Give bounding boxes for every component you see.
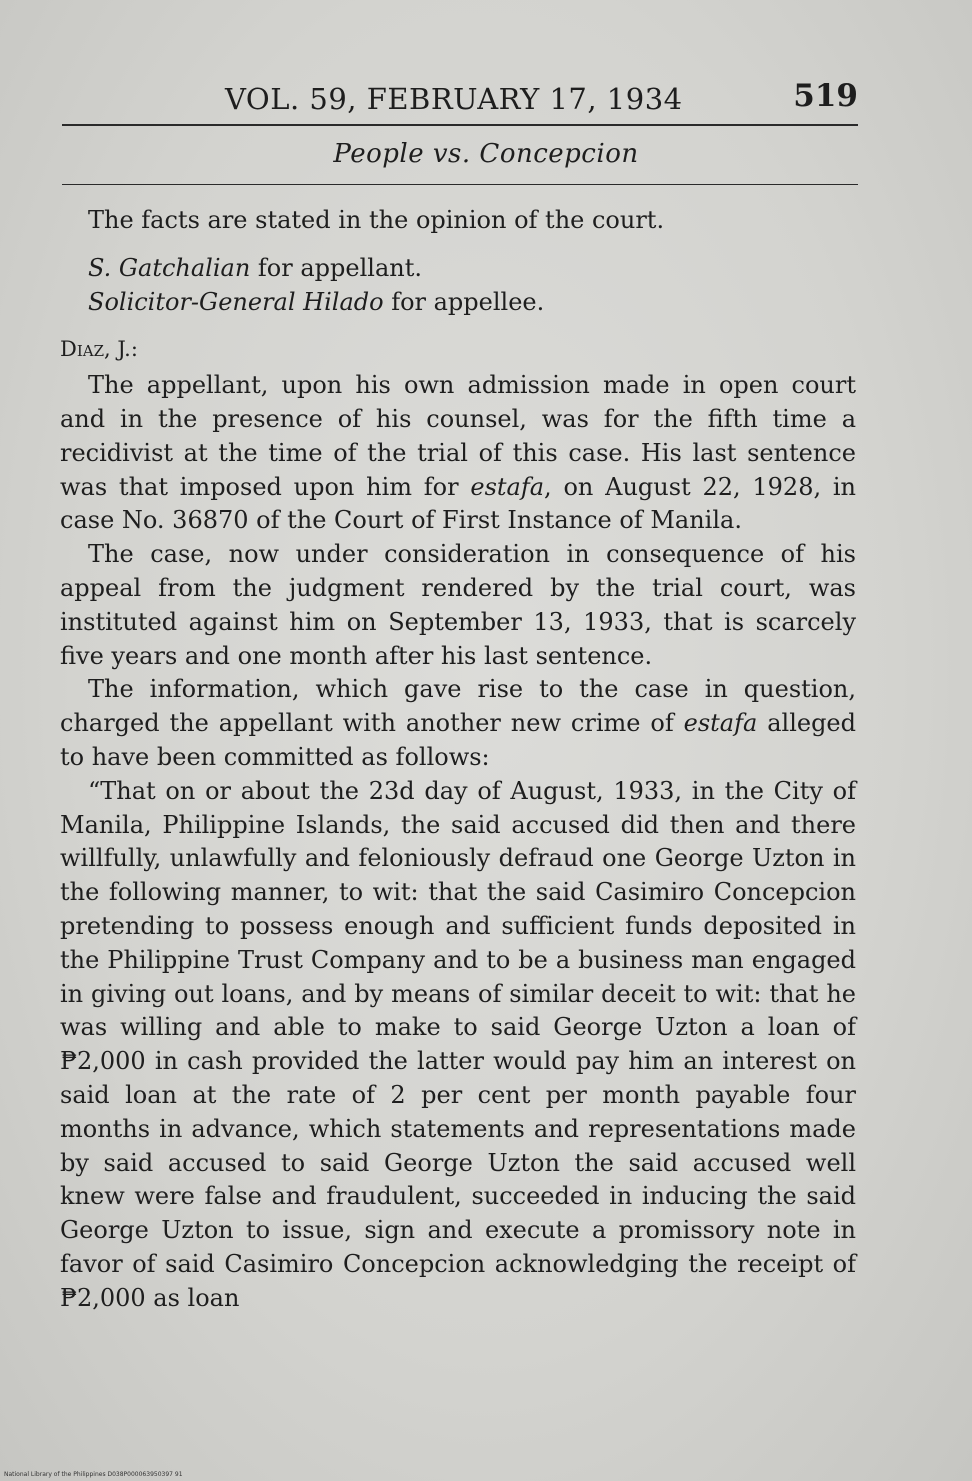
paragraph-information: The information, which gave rise to the case in question, charged the appellant with another new crime of estafa alleged to have been committed as follows: <box>60 675 857 771</box>
page-number: 519 <box>793 78 858 114</box>
paragraph-recidivist: The appellant, upon his own admission made in open court and in the presence of his counsel, was for the fifth time a recidivist at the time of the trial of this case. His last sentence was that imposed upon him for estafa, on August 22, 1928, in case No. 36870 of the Court of First Instance of Manila. <box>60 371 856 535</box>
counsel-appellant-name: S. Gatchalian <box>88 253 251 282</box>
case-title: People vs. Concepcion <box>333 139 639 169</box>
running-head <box>60 78 858 122</box>
running-title: VOL. 59, FEBRUARY 17, 1934 <box>225 82 683 116</box>
opinion-body <box>60 196 856 1316</box>
counsel-appellee-role: for appellee. <box>383 287 545 316</box>
counsel-appellee <box>88 286 856 320</box>
counsel-appellant-role: for appellant. <box>250 253 422 282</box>
facts-line: The facts are stated in the opinion of the court. <box>88 206 665 234</box>
paragraph-case-instituted: The case, now under consideration in consequence of his appeal from the judgment rendered by the trial court, was instituted against him on September 13, 1933, that is scarcely five years and one month after his last sentence. <box>60 540 856 670</box>
paragraph-quoted-information: “That on or about the 23d day of August, 1933, in the City of Manila, Philippine Islands, the said accused did then and there willfully, unlawfully and feloniously defraud one George Uzton in the following manner, to wit: that the said Casimiro Concepcion pretending to possess enough and sufficient funds deposited in the Philippine Trust Company and to be a business man engaged in giving out loans, and by means of similar deceit to wit: that he was willing and able to make to said George Uzton a loan of ₱2,000 in cash provided the latter would pay him an interest on said loan at the rate of 2 per cent per month payable four months in advance, which statements and representations made by said accused to said George Uzton the said accused well knew were false and fraudulent, succeeded in inducing the said George Uzton to issue, sign and execute a promissory note in favor of said Casimiro Concepcion acknowledging the receipt of ₱2,000 as loan <box>60 776 856 1312</box>
counsel-block <box>88 252 856 320</box>
counsel-appellee-name: Solicitor-General Hilado <box>88 287 384 316</box>
header-rule-bottom <box>62 184 858 185</box>
counsel-appellant <box>88 252 856 286</box>
ponente: Diaz, J.: <box>60 337 138 362</box>
header-rule-top <box>62 124 858 126</box>
source-watermark: National Library of the Philippines D038P000063950397 91 <box>4 1471 183 1478</box>
